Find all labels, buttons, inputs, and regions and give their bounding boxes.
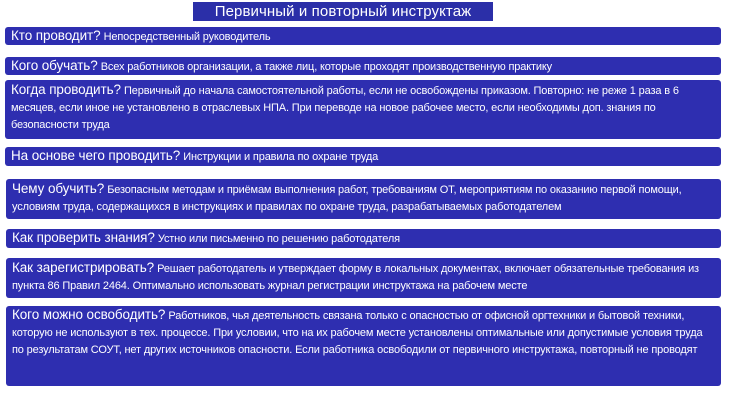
row-basis bbox=[5, 147, 721, 166]
row-question: Чему обучить? bbox=[12, 181, 105, 196]
row-who-conducts bbox=[5, 27, 721, 45]
row-question: Как проверить знания? bbox=[12, 230, 155, 245]
row-registration bbox=[6, 258, 721, 298]
row-when-to-conduct bbox=[5, 80, 721, 139]
row-question: Кто проводит? bbox=[11, 28, 101, 43]
row-exemption bbox=[6, 306, 721, 386]
row-check-knowledge bbox=[6, 229, 721, 248]
row-answer: Непосредственный руководитель bbox=[103, 31, 271, 43]
row-answer: Устно или письменно по решению работодателя bbox=[157, 233, 400, 245]
row-answer: Безопасным методам и приёмам выполнения работ, требованиям ОТ, мероприятиям по оказанию первой помощи, условиям труда, содержащихся в инструкциях и правилах по охране труда, разрабатываемых работодателем bbox=[12, 184, 682, 213]
row-whom-to-train bbox=[5, 57, 721, 75]
row-answer: Работников, чья деятельность связана только с опасностью от офисной оргтехники и бытовой техники, которую не используют в тех. процессе. При условии, что на их рабочем месте установлены оптимальные или допустимые условия труда по результатам СОУТ, нет других источников опасности. Если работника освободили от первичного инструктажа, повторный не проводят bbox=[12, 310, 703, 356]
row-question: Кого обучать? bbox=[11, 58, 98, 73]
row-question: Как зарегистрировать? bbox=[12, 260, 155, 275]
row-answer: Всех работников организации, а также лиц, которые проходят производственную практику bbox=[100, 61, 553, 73]
row-answer: Инструкции и правила по охране труда bbox=[183, 151, 379, 163]
row-what-to-teach bbox=[6, 179, 721, 219]
row-question: Кого можно освободить? bbox=[12, 307, 166, 322]
row-answer: Решает работодатель и утверждает форму в локальных документах, включает обязательные требования из пункта 86 Правил 2464. Оптимально использовать журнал регистрации инструктажа на рабочем месте bbox=[12, 263, 699, 292]
row-question: Когда проводить? bbox=[11, 82, 121, 97]
page-title: Первичный и повторный инструктаж bbox=[193, 2, 493, 21]
row-answer: Первичный до начала самостоятельной работы, если не освобождены приказом. Повторно: не реже 1 раза в 6 месяцев, если иное не установлено в отраслевых НПА. При переводе на новое рабочее место, если необходимы доп. знания по безопасности труда bbox=[11, 85, 679, 131]
row-question: На основе чего проводить? bbox=[11, 148, 181, 163]
